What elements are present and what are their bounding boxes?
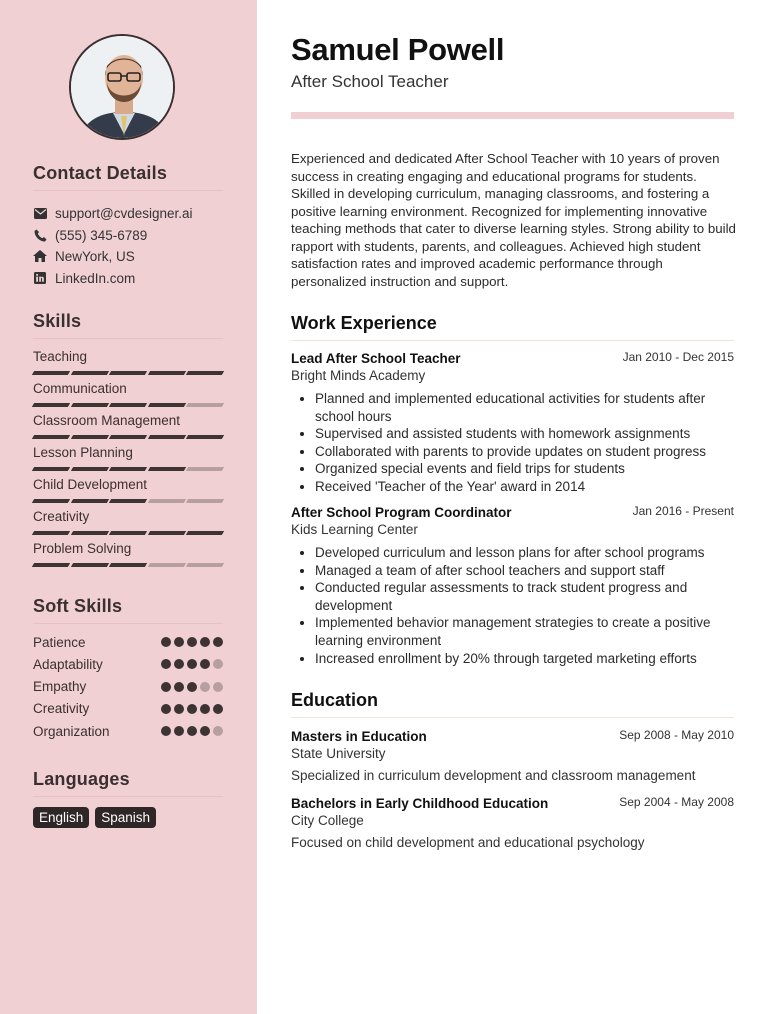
work-divider [291, 340, 734, 341]
rating-dot [161, 637, 171, 647]
languages-heading: Languages [33, 769, 130, 789]
skill-level-segment [32, 563, 70, 567]
contact-location-text: NewYork, US [55, 248, 135, 264]
contact-linkedin[interactable] [33, 269, 135, 287]
education-heading: Education [291, 690, 379, 710]
degree-description: Focused on child development and educational psychology [291, 835, 645, 850]
soft-skill-label: Patience [33, 634, 86, 650]
rating-dot [187, 637, 197, 647]
list-item: Organized special events and field trips for students [297, 460, 717, 478]
skill-level-segment [109, 499, 147, 503]
job-date: Jan 2010 - Dec 2015 [622, 350, 734, 364]
contact-email-text: support@cvdesigner.ai [55, 205, 193, 221]
language-tag: English [33, 807, 89, 828]
languages-list [33, 807, 156, 828]
rating-dot [200, 704, 210, 714]
rating-dot [174, 637, 184, 647]
soft-skill-row [33, 634, 223, 650]
skill-level-bar [33, 435, 223, 439]
skill-level-segment [32, 531, 70, 535]
skill-level-segment [32, 403, 70, 407]
list-item: Increased enrollment by 20% through targeted marketing efforts [297, 650, 717, 668]
skill-level-segment [148, 499, 186, 503]
soft-skill-row [33, 701, 223, 717]
sidebar [0, 0, 257, 1014]
home-icon [33, 249, 47, 263]
skills-heading: Skills [33, 311, 82, 331]
rating-dot [161, 726, 171, 736]
phone-icon [33, 228, 47, 242]
soft-skill-label: Adaptability [33, 656, 103, 672]
skill-level-segment [70, 371, 108, 375]
skill-level-segment [70, 531, 108, 535]
skill-level-segment [148, 403, 186, 407]
skill-label: Creativity [33, 509, 90, 524]
degree-date: Sep 2008 - May 2010 [619, 728, 734, 742]
degree-date: Sep 2004 - May 2008 [619, 795, 734, 809]
rating-dot [174, 704, 184, 714]
list-item: Received 'Teacher of the Year' award in 2014 [297, 478, 717, 496]
soft-skills-heading: Soft Skills [33, 596, 123, 616]
soft-skills-divider [33, 623, 223, 624]
skill-level-segment [32, 499, 70, 503]
skill-level-segment [70, 435, 108, 439]
contact-email[interactable] [33, 204, 193, 222]
skill-level-bar [33, 499, 223, 503]
job-bullets [297, 390, 717, 496]
job-bullets [297, 544, 717, 667]
education-divider [291, 717, 734, 718]
contact-divider [33, 190, 223, 191]
skill-level-segment [109, 467, 147, 471]
soft-skill-label: Organization [33, 723, 110, 739]
soft-skill-label: Empathy [33, 679, 87, 695]
candidate-title: After School Teacher [291, 72, 449, 91]
skill-level-segment [32, 435, 70, 439]
soft-skill-rating [161, 704, 223, 714]
skill-level-segment [148, 467, 186, 471]
job-title: Lead After School Teacher [291, 351, 461, 366]
rating-dot [174, 659, 184, 669]
rating-dot [200, 726, 210, 736]
skill-level-segment [109, 371, 147, 375]
degree-description: Specialized in curriculum development and classroom management [291, 768, 696, 783]
skill-level-segment [186, 403, 224, 407]
envelope-icon [33, 206, 47, 220]
skill-level-segment [186, 499, 224, 503]
skill-level-segment [109, 403, 147, 407]
degree-title: Bachelors in Early Childhood Education [291, 796, 549, 811]
skill-level-segment [70, 563, 108, 567]
rating-dot [161, 682, 171, 692]
skill-level-segment [186, 563, 224, 567]
rating-dot [187, 682, 197, 692]
skill-level-segment [186, 435, 224, 439]
list-item: Developed curriculum and lesson plans for after school programs [297, 544, 717, 562]
language-tag: Spanish [95, 807, 156, 828]
skill-level-segment [109, 435, 147, 439]
skill-level-segment [148, 435, 186, 439]
skill-level-bar [33, 467, 223, 471]
rating-dot [161, 704, 171, 714]
accent-bar [291, 112, 734, 119]
person-photo-icon [71, 36, 175, 140]
soft-skill-rating [161, 726, 223, 736]
soft-skill-row [33, 723, 223, 739]
soft-skill-rating [161, 637, 223, 647]
soft-skill-rating [161, 682, 223, 692]
contact-location [33, 247, 135, 265]
rating-dot [213, 637, 223, 647]
list-item: Planned and implemented educational activities for students after school hours [297, 390, 717, 425]
soft-skill-rating [161, 659, 223, 669]
degree-school: City College [291, 813, 364, 828]
skill-level-segment [70, 403, 108, 407]
rating-dot [200, 659, 210, 669]
rating-dot [200, 637, 210, 647]
rating-dot [200, 682, 210, 692]
skill-level-segment [148, 371, 186, 375]
skill-label: Problem Solving [33, 541, 132, 556]
skill-level-segment [70, 499, 108, 503]
skill-label: Teaching [33, 349, 88, 364]
list-item: Implemented behavior management strategies to create a positive learning environment [297, 614, 717, 649]
skill-level-bar [33, 563, 223, 567]
list-item: Conducted regular assessments to track student progress and development [297, 579, 717, 614]
candidate-name: Samuel Powell [291, 32, 505, 67]
rating-dot [187, 726, 197, 736]
skill-level-segment [148, 563, 186, 567]
skill-label: Classroom Management [33, 413, 181, 428]
job-company: Bright Minds Academy [291, 368, 426, 383]
skill-level-bar [33, 371, 223, 375]
skill-level-segment [186, 371, 224, 375]
degree-school: State University [291, 746, 386, 761]
rating-dot [174, 726, 184, 736]
soft-skill-row [33, 679, 223, 695]
rating-dot [213, 704, 223, 714]
degree-title: Masters in Education [291, 729, 427, 744]
contact-heading: Contact Details [33, 163, 168, 183]
job-date: Jan 2016 - Present [632, 504, 734, 518]
soft-skill-row [33, 656, 223, 672]
rating-dot [187, 704, 197, 714]
contact-phone[interactable] [33, 226, 147, 244]
skill-label: Lesson Planning [33, 445, 133, 460]
rating-dot [161, 659, 171, 669]
rating-dot [187, 659, 197, 669]
rating-dot [213, 726, 223, 736]
rating-dot [213, 682, 223, 692]
linkedin-icon [33, 271, 47, 285]
skill-level-segment [109, 531, 147, 535]
skill-level-segment [148, 531, 186, 535]
skill-level-bar [33, 403, 223, 407]
rating-dot [213, 659, 223, 669]
skill-level-segment [32, 467, 70, 471]
skill-level-bar [33, 531, 223, 535]
languages-divider [33, 796, 223, 797]
skill-label: Child Development [33, 477, 148, 492]
work-experience-heading: Work Experience [291, 313, 437, 333]
skill-level-segment [70, 467, 108, 471]
contact-linkedin-text: LinkedIn.com [55, 270, 136, 286]
avatar [69, 34, 175, 140]
skill-level-segment [186, 531, 224, 535]
main-content [257, 0, 768, 1014]
profile-summary: Experienced and dedicated After School Teacher with 10 years of proven success in creating engaging and educational programs for students. Skilled in developing curriculum, managing classrooms, and fostering a positive learning environment. Recognized for implementing innovative teaching methods that cater to diverse learning styles. Strong ability to build rapport with students, parents, and colleagues. Achieved high student satisfaction rates and improved academic performance through personalized instruction and support. [291, 151, 736, 289]
job-company: Kids Learning Center [291, 522, 418, 537]
job-title: After School Program Coordinator [291, 505, 512, 520]
skill-label: Communication [33, 381, 127, 396]
soft-skill-label: Creativity [33, 701, 90, 717]
list-item: Collaborated with parents to provide updates on student progress [297, 443, 717, 461]
rating-dot [174, 682, 184, 692]
skill-level-segment [186, 467, 224, 471]
contact-phone-text: (555) 345-6789 [55, 227, 148, 243]
list-item: Supervised and assisted students with homework assignments [297, 425, 717, 443]
skill-level-segment [32, 371, 70, 375]
skills-divider [33, 338, 223, 339]
skill-level-segment [109, 563, 147, 567]
list-item: Managed a team of after school teachers and support staff [297, 562, 717, 580]
